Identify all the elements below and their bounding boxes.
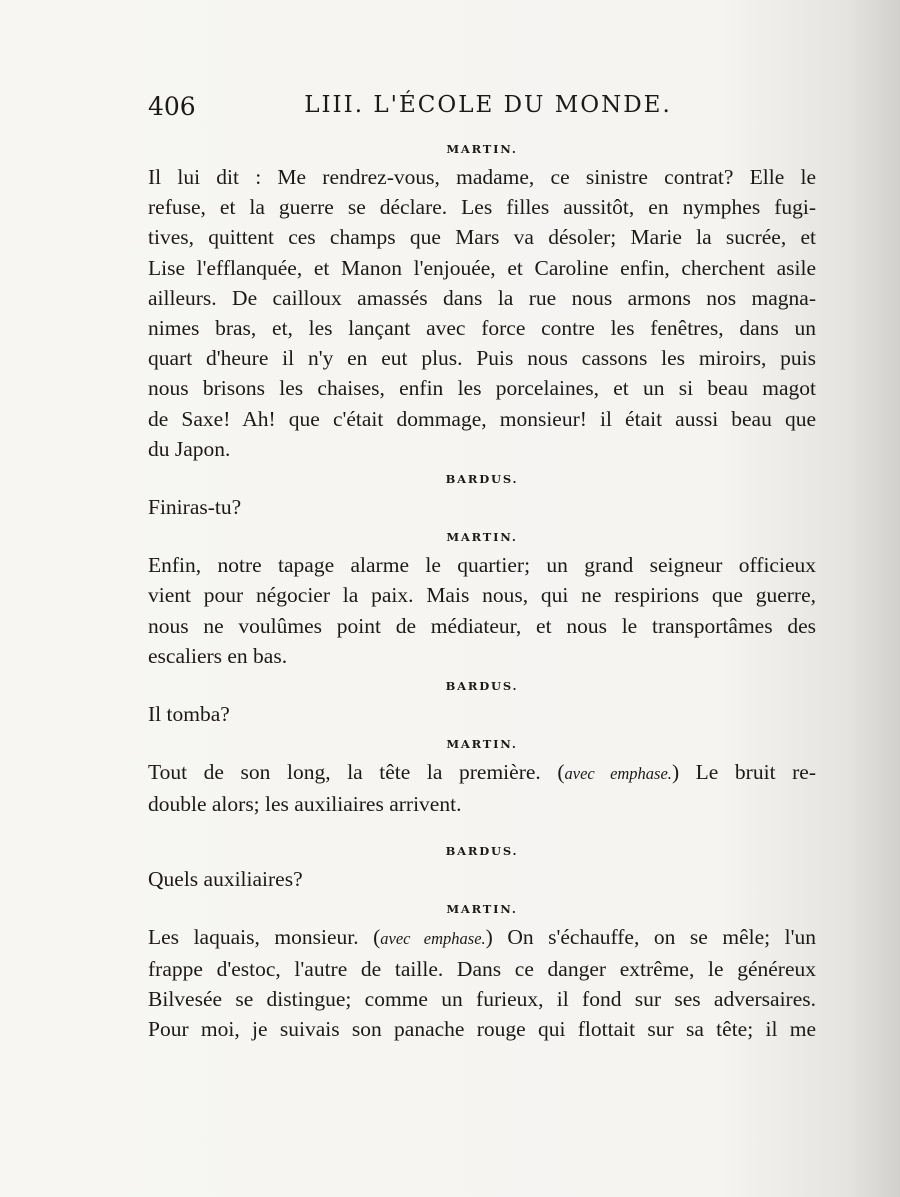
text-line: nimes bras, et, les lançant avec force contre les fenêtres, dans un — [148, 316, 816, 341]
text-line: escaliers en bas. — [148, 643, 288, 668]
text-line: double alors; les auxiliaires arrivent. — [148, 792, 462, 817]
text-line — [148, 922, 816, 954]
speaker-name: MARTIN. — [446, 530, 518, 545]
text-line: Enfin, notre tapage alarme le quartier; un grand seigneur officieux — [148, 553, 816, 578]
stage-direction: avec emphase. — [380, 928, 486, 948]
text-line: Pour moi, je suivais son panache rouge qui flottait sur sa tête; il me — [148, 1017, 816, 1042]
text-line: nous ne voulûmes point de médiateur, et nous le transportâmes des — [148, 613, 816, 638]
speaker-name: MARTIN. — [446, 737, 518, 752]
speaker-name: BARDUS. — [445, 679, 519, 694]
text-line: de Saxe! Ah! que c'était dommage, monsieur! il était aussi beau que — [148, 406, 816, 431]
text-line: Il tomba? — [148, 702, 230, 727]
text-line: vient pour négocier la paix. Mais nous, qui ne respirions que guerre, — [148, 583, 816, 608]
stage-direction: avec emphase. — [564, 764, 672, 784]
text-line: Quels auxiliaires? — [148, 866, 303, 891]
text-fragment: Les laquais, monsieur. ( — [148, 924, 381, 949]
page-number: 406 — [148, 92, 196, 121]
text-fragment: ) On s'échauffe, on se mêle; l'un — [485, 924, 816, 949]
speech-paragraph — [148, 162, 816, 464]
speech-paragraph — [148, 757, 816, 819]
text-line: quart d'heure il n'y en eut plus. Puis nous cassons les miroirs, puis — [148, 346, 816, 371]
text-fragment: Tout de son long, la tête la première. ( — [148, 760, 565, 785]
text-fragment: ) Le bruit re- — [671, 760, 816, 785]
text-line: tives, quittent ces champs que Mars va désoler; Marie la sucrée, et — [148, 225, 816, 250]
text-line: refuse, et la guerre se déclare. Les filles aussitôt, en nymphes fugi- — [148, 195, 816, 220]
text-line: du Japon. — [148, 436, 231, 461]
text-line — [148, 757, 816, 789]
text-line: Lise l'efflanquée, et Manon l'enjouée, et Caroline enfin, cherchent asile — [148, 255, 816, 280]
text-line: ailleurs. De cailloux amassés dans la rue nous armons nos magna- — [148, 285, 816, 310]
speech-paragraph — [148, 492, 816, 522]
speech-paragraph — [148, 922, 816, 1045]
speaker-name: BARDUS. — [445, 472, 519, 487]
text-line: frappe d'estoc, l'autre de taille. Dans ce danger extrême, le généreux — [148, 957, 816, 982]
speech-paragraph — [148, 864, 816, 894]
speaker-name: MARTIN. — [446, 901, 518, 916]
text-line: Bilvesée se distingue; comme un furieux, il fond sur ses adversaires. — [148, 987, 816, 1012]
speech-paragraph — [148, 550, 816, 671]
page-body — [148, 140, 816, 1051]
page-header — [148, 92, 816, 126]
text-line: nous brisons les chaises, enfin les porcelaines, et un si beau magot — [148, 376, 816, 401]
speech-paragraph — [148, 699, 816, 729]
speaker-name: MARTIN. — [446, 142, 518, 156]
text-line: Il lui dit : Me rendrez-vous, madame, ce sinistre contrat? Elle le — [148, 165, 816, 189]
running-title: LIII. L'ÉCOLE DU MONDE. — [304, 92, 672, 118]
text-line: Finiras-tu? — [148, 495, 242, 520]
speaker-name: BARDUS. — [445, 843, 519, 858]
